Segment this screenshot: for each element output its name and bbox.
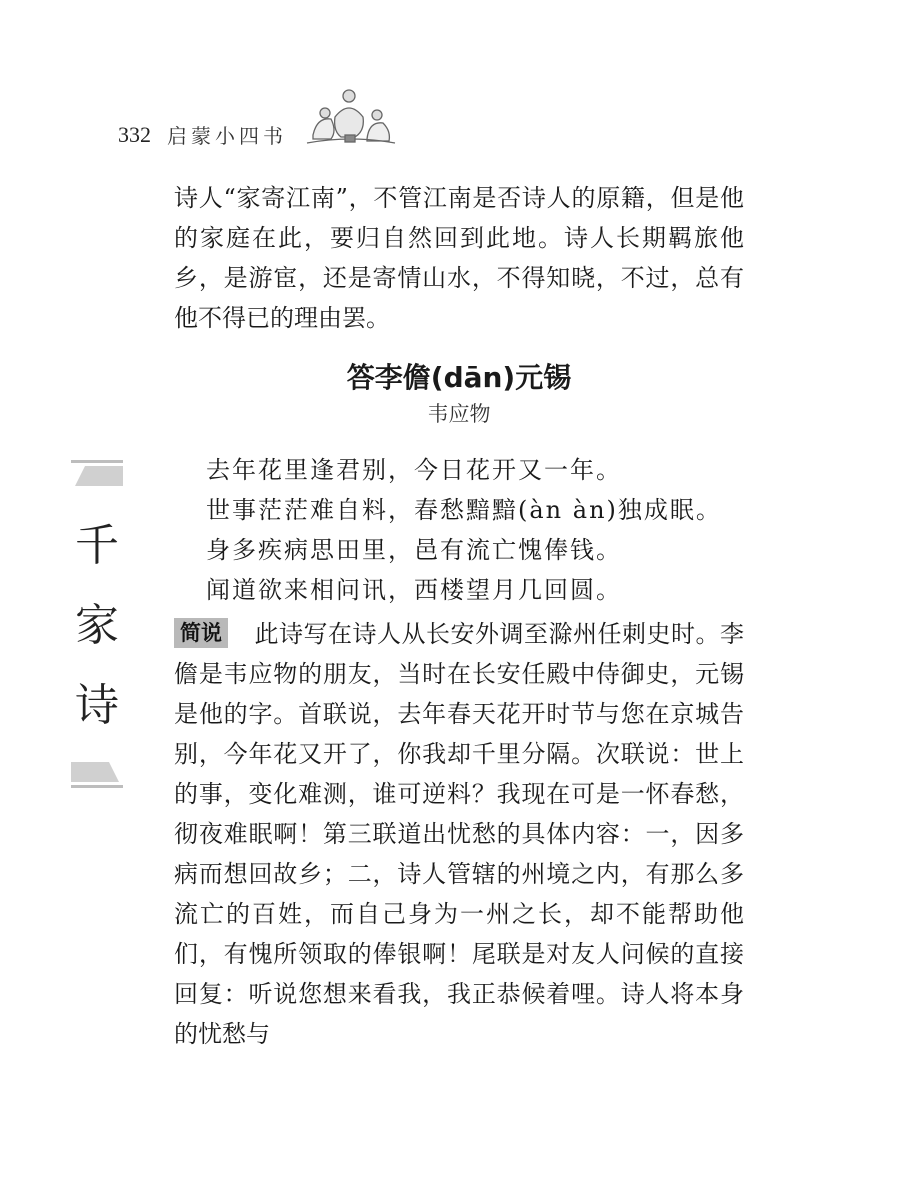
poem-body bbox=[206, 450, 722, 610]
intro-paragraph: 诗人“家寄江南”，不管江南是否诗人的原籍，但是他的家庭在此，要归自然回到此地。诗人长期羁旅他乡，是游宦，还是寄情山水，不得知晓，不过，总有他不得已的理由罢。 bbox=[174, 184, 744, 332]
poem-title: 答李儋(dān)元锡 bbox=[346, 361, 572, 394]
poem-author: 韦应物 bbox=[427, 402, 491, 426]
side-char: 千 bbox=[75, 520, 119, 571]
page-header bbox=[118, 120, 397, 149]
scholars-illustration bbox=[305, 87, 397, 147]
commentary-text: 此诗写在诗人从长安外调至滁州任刺史时。李儋是韦应物的朋友，当时在长安任殿中侍御史，元锡是他的字。首联说，去年春天花开时节与您在京城告别，今年花又开了，你我却千里分隔。次联说：世上的事，变化难测，谁可逆料？我现在可是一怀春愁，彻夜难眠啊！第三联道出忧愁的具体内容：一，因多病而想回故乡；二，诗人管辖的州境之内，有那么多流亡的百姓，而自己身为一州之长，却不能帮助他们，有愧所领取的俸银啊！尾联是对友人问候的直接回复：听说您想来看我，我正恭候着哩。诗人将本身的忧愁与 bbox=[174, 620, 744, 1048]
page-number: 332 bbox=[118, 121, 151, 147]
bracket-bottom-ornament bbox=[71, 762, 123, 788]
book-title: 启蒙小四书 bbox=[167, 124, 287, 148]
side-section-label bbox=[70, 460, 124, 788]
poem-line: 身多疾病思田里，邑有流亡愧俸钱。 bbox=[206, 536, 622, 564]
bracket-top-ornament bbox=[71, 460, 123, 486]
commentary-paragraph bbox=[174, 614, 744, 1054]
poem-line: 去年花里逢君别，今日花开又一年。 bbox=[206, 456, 622, 484]
poem-line: 闻道欲来相问讯，西楼望月几回圆。 bbox=[206, 576, 622, 604]
side-char: 诗 bbox=[75, 680, 119, 731]
side-char: 家 bbox=[75, 600, 119, 651]
commentary-badge: 简说 bbox=[174, 618, 228, 648]
poem-line: 世事茫茫难自料，春愁黯黯(àn àn)独成眠。 bbox=[206, 496, 722, 524]
